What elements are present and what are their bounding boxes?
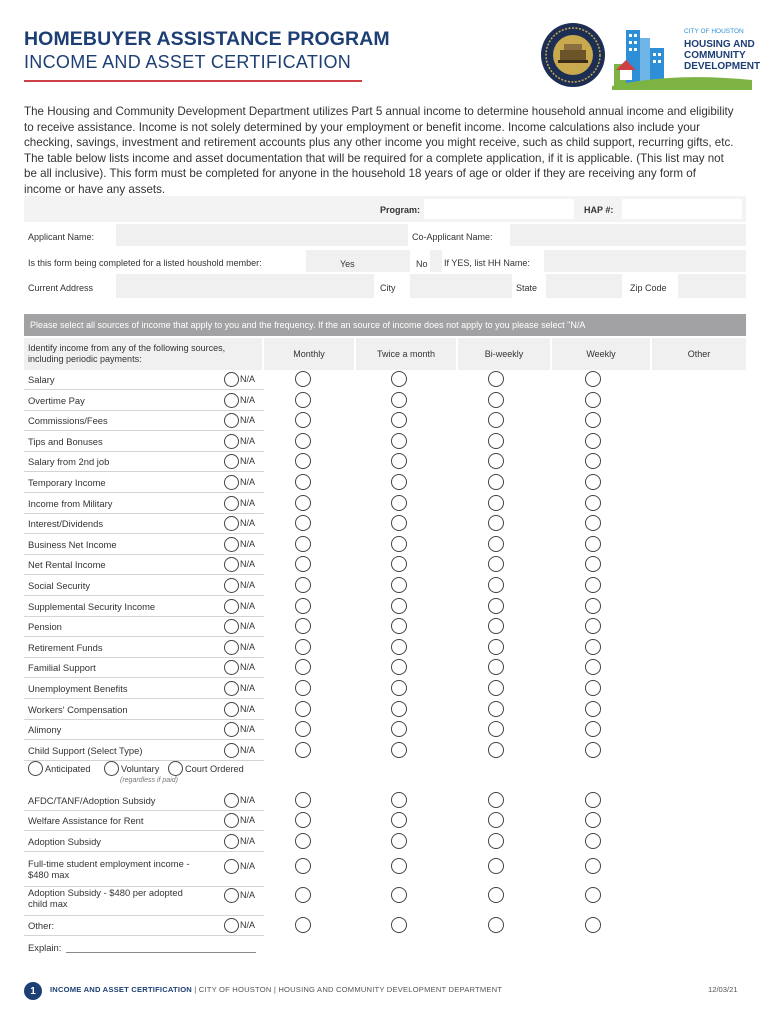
weekly-radio[interactable] xyxy=(585,495,601,511)
biweekly-radio[interactable] xyxy=(488,792,504,808)
twice-month-radio[interactable] xyxy=(391,577,407,593)
na-label: N/A xyxy=(240,621,256,632)
na-radio[interactable] xyxy=(224,599,239,614)
na-label: N/A xyxy=(240,683,256,693)
na-label: N/A xyxy=(240,497,256,508)
footer-date: 12/03/21 xyxy=(708,985,738,994)
na-label: N/A xyxy=(240,415,256,426)
weekly-radio[interactable] xyxy=(585,721,601,737)
address-input[interactable] xyxy=(116,274,374,298)
income-source-label: Unemployment Benefits xyxy=(28,683,128,694)
weekly-radio[interactable] xyxy=(585,392,601,408)
weekly-radio[interactable] xyxy=(585,515,601,531)
row-divider xyxy=(24,830,264,831)
regardless-note: (regardless if paid) xyxy=(120,777,178,784)
twice-month-radio[interactable] xyxy=(391,536,407,552)
income-source-label: Child Support (Select Type) xyxy=(28,744,143,756)
income-source-label: Commissions/Fees xyxy=(28,415,108,427)
anticipated-label: Anticipated xyxy=(45,764,91,774)
na-radio[interactable] xyxy=(224,496,239,511)
monthly-radio[interactable] xyxy=(295,721,311,737)
monthly-radio[interactable] xyxy=(295,887,311,903)
row-divider xyxy=(24,935,264,936)
row-divider xyxy=(24,554,264,555)
page-title: HOMEBUYER ASSISTANCE PROGRAM xyxy=(24,28,390,50)
applicant-info-section xyxy=(24,196,746,300)
monthly-radio[interactable] xyxy=(295,858,311,874)
monthly-radio[interactable] xyxy=(295,833,311,849)
na-radio[interactable] xyxy=(224,888,239,903)
monthly-radio[interactable] xyxy=(295,577,311,593)
footer-text xyxy=(50,985,502,994)
monthly-radio[interactable] xyxy=(295,680,311,696)
logo-city-text: CITY OF HOUSTON xyxy=(684,28,744,35)
twice-month-radio[interactable] xyxy=(391,858,407,874)
monthly-radio[interactable] xyxy=(295,392,311,408)
na-label: N/A xyxy=(240,600,256,611)
na-label: N/A xyxy=(240,477,256,487)
monthly-radio[interactable] xyxy=(295,453,311,469)
income-source-label: Salary from 2nd job xyxy=(28,456,110,468)
hcd-logo-icon xyxy=(612,24,761,90)
na-radio[interactable] xyxy=(224,434,239,449)
monthly-radio[interactable] xyxy=(295,792,311,808)
na-label: N/A xyxy=(240,920,256,930)
page-subtitle: INCOME AND ASSET CERTIFICATION xyxy=(24,52,352,72)
weekly-radio[interactable] xyxy=(585,371,601,387)
biweekly-radio[interactable] xyxy=(488,721,504,737)
twice-month-radio[interactable] xyxy=(391,833,407,849)
row-divider xyxy=(24,719,264,720)
biweekly-radio[interactable] xyxy=(488,392,504,408)
listed-member-question: Is this form being completed for a listed houshold member: xyxy=(28,258,262,268)
hap-label: HAP #: xyxy=(584,205,614,215)
program-input[interactable] xyxy=(424,199,574,219)
zip-input[interactable] xyxy=(678,274,746,298)
col-source: Identify income from any of the following sources, including periodic payments: xyxy=(24,338,262,370)
na-label: N/A xyxy=(240,518,256,529)
income-source-label: AFDC/TANF/Adoption Subsidy xyxy=(28,795,156,806)
monthly-radio[interactable] xyxy=(295,433,311,449)
biweekly-radio[interactable] xyxy=(488,598,504,614)
weekly-radio[interactable] xyxy=(585,639,601,655)
na-radio[interactable] xyxy=(224,619,239,634)
weekly-radio[interactable] xyxy=(585,833,601,849)
na-radio[interactable] xyxy=(224,372,239,387)
na-radio[interactable] xyxy=(224,475,239,490)
income-source-label: Adoption Subsidy xyxy=(28,836,101,847)
income-source-label: Tips and Bonuses xyxy=(28,435,103,447)
footer-doc-title: INCOME AND ASSET CERTIFICATION xyxy=(50,985,192,994)
monthly-radio[interactable] xyxy=(295,701,311,717)
footer-org: | CITY OF HOUSTON | HOUSING AND COMMUNITY DEVELOPMENT DEPARTMENT xyxy=(194,985,503,994)
na-label: N/A xyxy=(240,815,256,825)
program-label: Program: xyxy=(380,205,421,215)
biweekly-radio[interactable] xyxy=(488,474,504,490)
explain-input[interactable] xyxy=(66,952,256,953)
row-divider xyxy=(24,760,264,761)
row-divider xyxy=(24,636,264,637)
na-label: N/A xyxy=(240,795,256,805)
monthly-radio[interactable] xyxy=(295,556,311,572)
col-monthly: Monthly xyxy=(264,338,354,370)
biweekly-radio[interactable] xyxy=(488,680,504,696)
na-radio[interactable] xyxy=(224,413,239,428)
instruction-bar: Please select all sources of income that apply to you and the frequency. If the an source of income does not apply to you please select "N/A xyxy=(24,314,746,336)
row-divider xyxy=(24,698,264,699)
biweekly-radio[interactable] xyxy=(488,742,504,758)
na-label: N/A xyxy=(240,374,256,384)
city-seal-icon xyxy=(540,22,606,88)
na-radio[interactable] xyxy=(224,454,239,469)
na-label: N/A xyxy=(240,435,256,446)
na-radio[interactable] xyxy=(224,813,239,828)
co-applicant-label: Co-Applicant Name: xyxy=(412,232,493,242)
na-radio[interactable] xyxy=(224,537,239,552)
row-divider xyxy=(24,389,264,390)
monthly-radio[interactable] xyxy=(295,659,311,675)
twice-month-radio[interactable] xyxy=(391,433,407,449)
co-applicant-input[interactable] xyxy=(510,224,746,246)
yes-option[interactable]: Yes xyxy=(340,259,355,269)
col-twice-month: Twice a month xyxy=(356,338,456,370)
biweekly-radio[interactable] xyxy=(488,577,504,593)
row-divider xyxy=(24,451,264,452)
na-label: N/A xyxy=(240,890,256,900)
row-divider xyxy=(24,851,264,852)
row-divider xyxy=(24,657,264,658)
row-divider xyxy=(24,739,264,740)
twice-month-radio[interactable] xyxy=(391,474,407,490)
anticipated-radio[interactable] xyxy=(28,761,43,776)
row-divider xyxy=(24,810,264,811)
if-yes-label: If YES, list HH Name: xyxy=(444,258,530,268)
biweekly-radio[interactable] xyxy=(488,453,504,469)
biweekly-radio[interactable] xyxy=(488,812,504,828)
weekly-radio[interactable] xyxy=(585,433,601,449)
income-source-label: Supplemental Security Income xyxy=(28,600,156,612)
applicant-name-label: Applicant Name: xyxy=(28,232,95,242)
twice-month-radio[interactable] xyxy=(391,598,407,614)
weekly-radio[interactable] xyxy=(585,618,601,634)
na-radio[interactable] xyxy=(224,660,239,675)
city-label: City xyxy=(380,283,396,293)
voluntary-label: Voluntary xyxy=(121,764,160,774)
row-divider xyxy=(24,430,264,431)
row-divider xyxy=(24,492,264,493)
na-label: N/A xyxy=(240,538,256,549)
na-label: N/A xyxy=(240,394,256,405)
weekly-radio[interactable] xyxy=(585,577,601,593)
row-divider xyxy=(24,471,264,472)
monthly-radio[interactable] xyxy=(295,515,311,531)
logo-line1: HOUSING AND xyxy=(684,39,755,50)
monthly-radio[interactable] xyxy=(295,812,311,828)
na-radio[interactable] xyxy=(224,578,239,593)
income-source-label: Interest/Dividends xyxy=(28,518,104,530)
na-label: N/A xyxy=(240,456,256,467)
row-divider xyxy=(24,915,264,916)
logo-line2: COMMUNITY xyxy=(684,50,746,61)
twice-month-radio[interactable] xyxy=(391,917,407,933)
na-radio[interactable] xyxy=(224,859,239,874)
income-source-label: Social Security xyxy=(28,580,91,591)
city-input[interactable] xyxy=(410,274,512,298)
monthly-radio[interactable] xyxy=(295,917,311,933)
biweekly-radio[interactable] xyxy=(488,556,504,572)
monthly-radio[interactable] xyxy=(295,598,311,614)
biweekly-radio[interactable] xyxy=(488,371,504,387)
twice-month-radio[interactable] xyxy=(391,742,407,758)
weekly-radio[interactable] xyxy=(585,858,601,874)
monthly-radio[interactable] xyxy=(295,495,311,511)
biweekly-radio[interactable] xyxy=(488,618,504,634)
weekly-radio[interactable] xyxy=(585,792,601,808)
income-source-label: Other: xyxy=(28,920,55,931)
row-divider xyxy=(24,574,264,575)
na-label: N/A xyxy=(240,580,256,590)
no-option[interactable]: No xyxy=(416,259,428,269)
biweekly-radio[interactable] xyxy=(488,412,504,428)
address-label: Current Address xyxy=(28,283,94,293)
biweekly-radio[interactable] xyxy=(488,887,504,903)
weekly-radio[interactable] xyxy=(585,453,601,469)
twice-month-radio[interactable] xyxy=(391,680,407,696)
na-label: N/A xyxy=(240,724,256,735)
weekly-radio[interactable] xyxy=(585,680,601,696)
twice-month-radio[interactable] xyxy=(391,887,407,903)
twice-month-radio[interactable] xyxy=(391,556,407,572)
income-source-label: Salary xyxy=(28,374,55,385)
biweekly-radio[interactable] xyxy=(488,515,504,531)
monthly-radio[interactable] xyxy=(295,412,311,428)
twice-month-radio[interactable] xyxy=(391,392,407,408)
income-source-label: Business Net Income xyxy=(28,538,117,550)
twice-month-radio[interactable] xyxy=(391,721,407,737)
na-label: N/A xyxy=(240,641,256,652)
income-source-label: Temporary Income xyxy=(28,477,106,488)
weekly-radio[interactable] xyxy=(585,742,601,758)
monthly-radio[interactable] xyxy=(295,742,311,758)
na-radio[interactable] xyxy=(224,834,239,849)
twice-month-radio[interactable] xyxy=(391,639,407,655)
biweekly-radio[interactable] xyxy=(488,495,504,511)
voluntary-radio[interactable] xyxy=(104,761,119,776)
weekly-radio[interactable] xyxy=(585,701,601,717)
weekly-radio[interactable] xyxy=(585,917,601,933)
biweekly-radio[interactable] xyxy=(488,433,504,449)
twice-month-radio[interactable] xyxy=(391,701,407,717)
court-ordered-label: Court Ordered xyxy=(185,764,244,774)
twice-month-radio[interactable] xyxy=(391,453,407,469)
na-radio[interactable] xyxy=(224,722,239,737)
row-divider xyxy=(24,616,264,617)
na-radio[interactable] xyxy=(224,557,239,572)
monthly-radio[interactable] xyxy=(295,639,311,655)
explain-label: Explain: xyxy=(28,942,62,953)
na-label: N/A xyxy=(240,662,256,673)
monthly-radio[interactable] xyxy=(295,474,311,490)
income-source-label: Familial Support xyxy=(28,662,96,674)
income-source-label: Income from Military xyxy=(28,497,113,509)
monthly-radio[interactable] xyxy=(295,618,311,634)
twice-month-radio[interactable] xyxy=(391,412,407,428)
zip-label: Zip Code xyxy=(630,283,667,293)
twice-month-radio[interactable] xyxy=(391,495,407,511)
intro-paragraph: The Housing and Community Development Department utilizes Part 5 annual income to determine household annual income and eligibility to receive assistance. Income is not solely determined by your employment or benefit income. Income calculations also include your checking, savings, investment and retirement accounts plus any other income you might receive, such as child support, recurring gifts, etc. The table below lists income and asset documentation that will be required for a complete application, if it is applicable. (This list may not be all inclusive). This form must be completed for anyone in the household 18 years of age or older if they are receiving any form of income or have any assets. xyxy=(24,105,734,196)
income-source-label: Net Rental Income xyxy=(28,559,106,571)
income-source-label: Full-time student employment income - $480 max xyxy=(28,858,190,880)
biweekly-radio[interactable] xyxy=(488,858,504,874)
na-label: N/A xyxy=(240,744,256,755)
twice-month-radio[interactable] xyxy=(391,371,407,387)
biweekly-radio[interactable] xyxy=(488,536,504,552)
weekly-radio[interactable] xyxy=(585,556,601,572)
na-radio[interactable] xyxy=(224,681,239,696)
weekly-radio[interactable] xyxy=(585,474,601,490)
row-divider xyxy=(24,410,264,411)
na-radio[interactable] xyxy=(224,918,239,933)
hh-name-input[interactable] xyxy=(544,250,746,272)
col-weekly: Weekly xyxy=(552,338,650,370)
weekly-radio[interactable] xyxy=(585,536,601,552)
twice-month-radio[interactable] xyxy=(391,515,407,531)
hap-input[interactable] xyxy=(622,199,742,219)
weekly-radio[interactable] xyxy=(585,812,601,828)
twice-month-radio[interactable] xyxy=(391,659,407,675)
weekly-radio[interactable] xyxy=(585,659,601,675)
income-source-label: Alimony xyxy=(28,724,62,736)
biweekly-radio[interactable] xyxy=(488,639,504,655)
na-radio[interactable] xyxy=(224,793,239,808)
weekly-radio[interactable] xyxy=(585,887,601,903)
court-ordered-radio[interactable] xyxy=(168,761,183,776)
row-divider xyxy=(24,533,264,534)
row-divider xyxy=(24,513,264,514)
biweekly-radio[interactable] xyxy=(488,659,504,675)
biweekly-radio[interactable] xyxy=(488,917,504,933)
col-other: Other xyxy=(652,338,746,370)
applicant-name-input[interactable] xyxy=(116,224,408,246)
page-number: 1 xyxy=(24,982,42,1000)
monthly-radio[interactable] xyxy=(295,371,311,387)
title-rule xyxy=(24,80,362,82)
na-label: N/A xyxy=(240,861,256,871)
row-divider xyxy=(24,595,264,596)
weekly-radio[interactable] xyxy=(585,412,601,428)
na-label: N/A xyxy=(240,836,256,846)
monthly-radio[interactable] xyxy=(295,536,311,552)
logo-line3: DEVELOPMENT xyxy=(684,61,761,72)
weekly-radio[interactable] xyxy=(585,598,601,614)
biweekly-radio[interactable] xyxy=(488,833,504,849)
twice-month-radio[interactable] xyxy=(391,618,407,634)
na-radio[interactable] xyxy=(224,393,239,408)
income-source-label: Welfare Assistance for Rent xyxy=(28,815,144,826)
na-radio[interactable] xyxy=(224,640,239,655)
na-label: N/A xyxy=(240,703,256,714)
income-source-label: Pension xyxy=(28,621,62,633)
state-input[interactable] xyxy=(546,274,622,298)
row-divider xyxy=(24,677,264,678)
na-radio[interactable] xyxy=(224,702,239,717)
income-source-label: Retirement Funds xyxy=(28,641,103,653)
twice-month-radio[interactable] xyxy=(391,812,407,828)
col-biweekly: Bi-weekly xyxy=(458,338,550,370)
na-radio[interactable] xyxy=(224,743,239,758)
biweekly-radio[interactable] xyxy=(488,701,504,717)
income-source-label: Overtime Pay xyxy=(28,394,85,406)
income-source-label: Adoption Subsidy - $480 per adopted child max xyxy=(28,887,183,909)
na-radio[interactable] xyxy=(224,516,239,531)
na-label: N/A xyxy=(240,559,256,570)
twice-month-radio[interactable] xyxy=(391,792,407,808)
state-label: State xyxy=(516,283,538,293)
income-source-label: Workers' Compensation xyxy=(28,703,128,715)
